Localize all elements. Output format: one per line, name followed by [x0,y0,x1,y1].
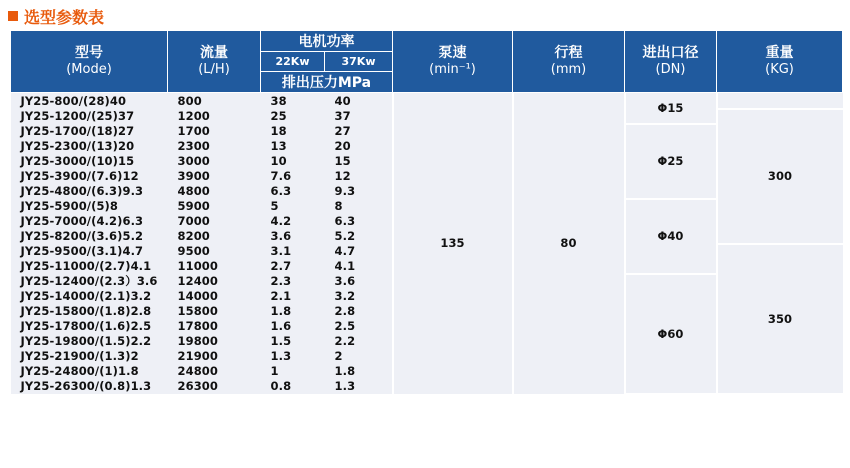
header-stroke-en: (mm) [550,62,587,77]
model-cell: JY25-2300/(13)20 [20,139,135,153]
pressure-22kw-cell: 1.8 [270,304,292,318]
header-weight-zh: 重量 [765,45,794,61]
flow-cell: 12400 [177,274,219,288]
table-body [11,93,843,395]
pressure-37kw-cell: 8 [334,199,343,213]
model-cell: JY25-8200/(3.6)5.2 [20,229,144,243]
header-port-zh: 进出口径 [642,45,699,61]
header-pressure: 排出压力MPa [261,72,393,93]
flow-cell: 1200 [177,109,210,123]
pressure-22kw-cell: 3.1 [270,244,292,258]
port-size-cell: Φ60 [625,274,717,394]
pressure-22kw-cell: 1.5 [270,334,292,348]
model-cell: JY25-9500/(3.1)4.7 [20,244,144,258]
pressure-22kw-cell: 3.6 [270,229,292,243]
model-cell: JY25-14000/(2.1)3.2 [20,289,152,303]
header-power-22kw: 22Kw [261,52,325,72]
weight-empty-cell [717,93,843,110]
pressure-22kw-cell: 1 [270,364,279,378]
model-cell: JY25-17800/(1.6)2.5 [20,319,152,333]
flow-cell: 17800 [177,319,219,333]
flow-cell: 14000 [177,289,219,303]
model-cell: JY25-21900/(1.3)2 [20,349,139,363]
port-size-cell: Φ15 [625,93,717,125]
flow-cell: 26300 [177,379,219,393]
header-stroke-zh: 行程 [554,45,583,61]
pressure-22kw-cell: 0.8 [270,379,292,393]
port-size-cell: Φ25 [625,124,717,199]
flow-cell: 15800 [177,304,219,318]
flow-cell: 3900 [177,169,210,183]
header-flow-zh: 流量 [200,45,228,61]
flow-cell: 1700 [177,124,210,138]
section-title-text: 选型参数表 [24,7,105,27]
header-speed-en: (min⁻¹) [429,62,476,77]
header-weight [717,31,843,93]
model-cell: JY25-11000/(2.7)4.1 [20,259,152,273]
pressure-37kw-cell: 6.3 [334,214,356,228]
header-port-en: (DN) [655,62,686,77]
section-title [8,6,104,26]
flow-cell: 5900 [177,199,210,213]
model-cell: JY25-12400/(2.3）3.6 [20,274,158,288]
flow-cell: 3000 [177,154,210,168]
pressure-22kw-cell: 4.2 [270,214,292,228]
pressure-22kw-cell: 10 [270,154,287,168]
model-cell: JY25-24800/(1)1.8 [20,364,139,378]
model-cell: JY25-5900/(5)8 [20,199,119,213]
weight-cell: 350 [717,244,843,394]
pressure-37kw-cell: 2.2 [334,334,356,348]
pressure-22kw-cell: 6.3 [270,184,292,198]
header-flow-en: (L/H) [198,62,230,77]
port-size-cell: Φ40 [625,199,717,274]
header-motor-power: 电机功率 [261,31,393,52]
model-cell: JY25-7000/(4.2)6.3 [20,214,144,228]
pressure-37kw-cell: 4.1 [334,259,356,273]
model-cell: JY25-19800/(1.5)2.2 [20,334,152,348]
pressure-37kw-cell: 2.8 [334,304,356,318]
flow-cell: 21900 [177,349,219,363]
pressure-37kw-cell: 12 [334,169,351,183]
model-cell: JY25-15800/(1.8)2.8 [20,304,152,318]
model-cell: JY25-4800/(6.3)9.3 [20,184,144,198]
speed-cell: 135 [393,93,513,395]
pressure-37kw-cell: 1.3 [334,379,356,393]
flow-cell: 2300 [177,139,210,153]
header-model [11,31,168,93]
pressure-22kw-cell: 2.3 [270,274,292,288]
model-cell: JY25-1700/(18)27 [20,124,135,138]
flow-cell: 9500 [177,244,210,258]
pressure-37kw-cell: 3.6 [334,274,356,288]
pressure-37kw-cell: 15 [334,154,351,168]
header-power-37kw: 37Kw [325,52,393,72]
flow-cell: 19800 [177,334,219,348]
model-cell: JY25-1200/(25)37 [20,109,135,123]
selection-parameter-table [10,30,843,395]
pressure-22kw-cell: 2.7 [270,259,292,273]
pressure-22kw-cell: 18 [270,124,287,138]
header-model-en: (Mode) [66,62,112,77]
pressure-22kw-cell: 2.1 [270,289,292,303]
pressure-37kw-cell: 2.5 [334,319,356,333]
header-weight-en: (KG) [765,62,794,77]
pressure-37kw-cell: 3.2 [334,289,356,303]
pressure-22kw-cell: 25 [270,109,287,123]
header-stroke [513,31,625,93]
pressure-22kw-cell: 5 [270,199,279,213]
header-model-zh: 型号 [75,45,103,61]
pressure-22kw-cell: 13 [270,139,287,153]
title-bullet-icon [8,11,18,21]
flow-cell: 4800 [177,184,210,198]
pressure-37kw-cell: 9.3 [334,184,356,198]
flow-cell: 24800 [177,364,219,378]
model-cell: JY25-26300/(0.8)1.3 [20,379,152,393]
pressure-22kw-cell: 38 [270,93,287,108]
pressure-22kw-cell: 1.6 [270,319,292,333]
pressure-37kw-cell: 2 [334,349,343,363]
stroke-cell: 80 [513,93,625,395]
header-flow [168,31,261,93]
model-cell: JY25-800/(28)40 [20,93,127,108]
pressure-22kw-cell: 7.6 [270,169,292,183]
pressure-37kw-cell: 40 [334,93,351,108]
flow-cell: 11000 [177,259,219,273]
weight-cell: 300 [717,109,843,244]
flow-cell: 800 [177,93,202,108]
header-speed [393,31,513,93]
model-cell: JY25-3900/(7.6)12 [20,169,139,183]
pressure-37kw-cell: 5.2 [334,229,356,243]
pressure-37kw-cell: 1.8 [334,364,356,378]
table-row [11,93,843,110]
flow-cell: 7000 [177,214,210,228]
pressure-22kw-cell: 1.3 [270,349,292,363]
model-cell: JY25-3000/(10)15 [20,154,135,168]
flow-cell: 8200 [177,229,210,243]
header-port [625,31,717,93]
pressure-37kw-cell: 27 [334,124,351,138]
pressure-37kw-cell: 37 [334,109,351,123]
pressure-37kw-cell: 4.7 [334,244,356,258]
header-speed-zh: 泵速 [438,45,467,61]
pressure-37kw-cell: 20 [334,139,351,153]
